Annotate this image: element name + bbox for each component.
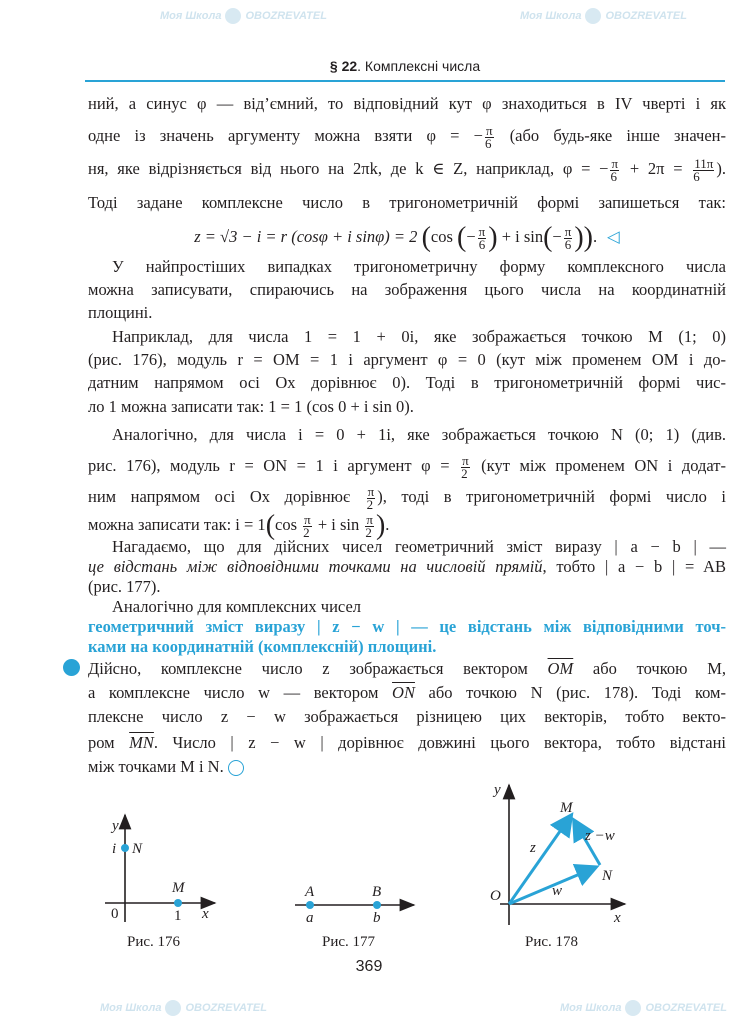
text-line: датним напрямом осі Ox дорівнює 0). Тоді в тригонометричній формі чис- — [88, 373, 726, 392]
label-m: M — [560, 800, 573, 816]
axis-label-y: y — [112, 818, 119, 834]
text-line: У найпростіших випадках тригонометричну форму комплексного числа — [112, 257, 726, 276]
label-w: w — [552, 883, 563, 899]
label-z: z — [530, 840, 536, 856]
figure-177 — [290, 870, 420, 925]
point-a — [306, 901, 314, 909]
text-line: можна записувати, спираючись на зображення цього числа на координатній — [88, 280, 726, 299]
text-line: (рис. 177). — [88, 577, 161, 596]
label-zero: 0 — [111, 906, 119, 922]
text-line: ло 1 можна записати так: 1 = 1 (cos 0 + i sin 0). — [88, 397, 414, 416]
label-z-minus-w: z −w — [585, 828, 615, 844]
text-line: ний, а синус φ — від’ємний, то відповідний кут φ знаходиться в IV чверті і як — [88, 94, 726, 113]
label-b-value: b — [373, 910, 381, 925]
label-b-point: B — [372, 884, 382, 900]
figure-176 — [100, 810, 230, 925]
text-line: ня, яке відрізняється від нього на 2πk, де k ∈ Z, наприклад, φ = − $\frac{\pi}{6}$ + 2π = $\frac{11\pi}{6}$ ). — [88, 155, 726, 184]
text-line: можна записати так: i = 1(cos $\frac{\pi}{2}$ + i sin $\frac{\pi}{2}$ ). — [88, 510, 390, 542]
figure-caption: Рис. 177 — [322, 934, 376, 950]
end-of-solution-triangle-icon: ◁ — [607, 227, 620, 246]
text-line: (рис. 176), модуль r = OM = 1 і аргумент φ = 0 (кут між променем OM і до- — [88, 350, 726, 369]
axis-label-x: x — [202, 906, 209, 922]
figure-178 — [480, 780, 630, 930]
text-line: Тоді задане комплексне число в тригонометричній формі запишеться так: — [88, 193, 726, 212]
page-number: 369 — [355, 958, 383, 975]
text-line: ним напрямом осі Ox дорівнює $\frac{\pi}{2}$ ), тоді в тригонометричній формі число i — [88, 483, 726, 512]
text-line: а комплексне число w — вектором $\overline{ON}$ або точкою N (рис. 178). Тоді ком- — [88, 683, 726, 702]
watermark: Моя Школа OBOZREVATEL — [520, 8, 687, 24]
text-line: Аналогічно, для числа i = 0 + 1i, яке зображається точкою N (0; 1) (див. — [112, 425, 726, 444]
highlighted-rule: геометричний зміст виразу | z − w | — це відстань між відповідними точ- — [88, 617, 726, 636]
text-line: між точками M і N. — [88, 757, 726, 777]
label-a-point: A — [305, 884, 315, 900]
axis-label-y: y — [494, 782, 501, 798]
text-line: площині. — [88, 303, 153, 322]
label-n: N — [602, 868, 613, 884]
text-line: рис. 176), модуль r = ON = 1 і аргумент φ = $\frac{\pi}{2}$ (кут між променем ON і додат- — [88, 452, 727, 481]
label-a-value: a — [306, 910, 314, 925]
formula: z = √3 − i = r (cosφ + i sinφ) = 2 (cos (− $\frac{\pi}{6}$ ) + i sin(− $\frac{\pi}{6}$ )). ◁ — [194, 222, 620, 254]
text-line: ром $\overline{MN}$. Число | z − w | дорівнює довжині цього вектора, тобто відстані — [88, 733, 726, 752]
figure-caption: Рис. 176 — [127, 934, 181, 950]
proof-start-marker-icon — [63, 659, 80, 676]
text-line: одне із значень аргументу можна взяти φ = − $\frac{\pi}{6}$ (або будь-яке інше значен- — [88, 122, 726, 151]
text-line: це відстань між відповідними точками на числовій прямій, тобто | a − b | = AB — [88, 557, 726, 576]
running-header: § 22. Комплексні числа — [85, 58, 725, 82]
watermark: Моя Школа OBOZREVATEL — [560, 1000, 727, 1016]
highlighted-rule: ками на координатній (комплексній) площині. — [88, 637, 437, 656]
label-one: 1 — [174, 908, 182, 924]
point-b — [373, 901, 381, 909]
label-m: M — [172, 880, 185, 896]
text-line: Дійсно, комплексне число z зображається вектором $\overline{OM}$ або точкою M, — [88, 659, 726, 678]
figure-caption: Рис. 178 — [525, 934, 579, 950]
text-line: Аналогічно для комплексних чисел — [112, 597, 362, 616]
text-line: плексне число z − w зображається різницею цих векторів, тобто векто- — [88, 707, 726, 726]
text-line: Нагадаємо, що для дійсних чисел геометричний зміст виразу | a − b | — — [112, 537, 726, 556]
text-line: Наприклад, для числа 1 = 1 + 0i, яке зображається точкою M (1; 0) — [112, 327, 726, 346]
label-n: N — [132, 841, 143, 857]
watermark: Моя Школа OBOZREVATEL — [100, 1000, 267, 1016]
label-i: i — [112, 841, 117, 857]
point-n — [121, 844, 129, 852]
watermark: Моя Школа OBOZREVATEL — [160, 8, 327, 24]
end-of-proof-circle-icon — [228, 760, 244, 776]
label-origin: O — [490, 888, 501, 904]
axis-label-x: x — [614, 910, 621, 926]
point-m — [174, 899, 182, 907]
